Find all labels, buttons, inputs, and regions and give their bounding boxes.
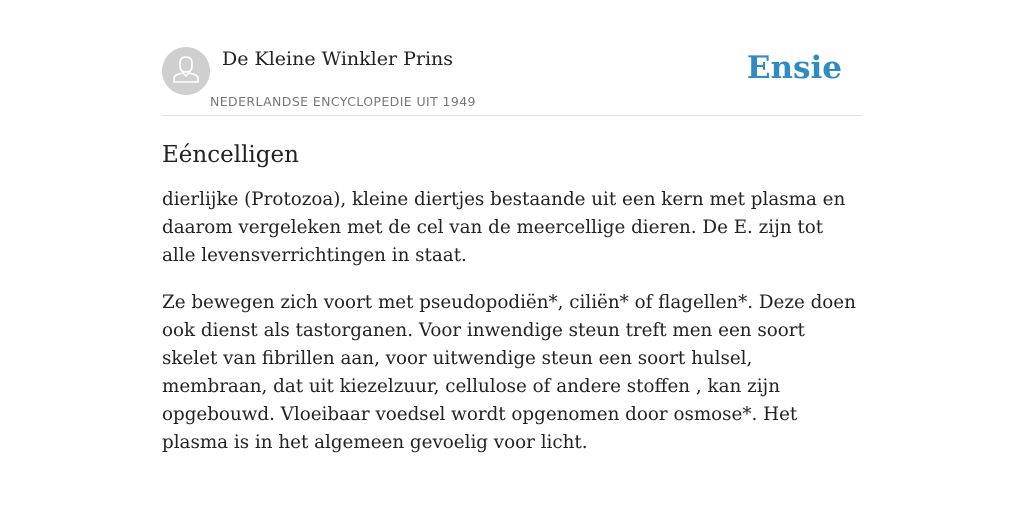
- article-paragraph: Ze bewegen zich voort met pseudopodiën*, ciliën* of flagellen*. Deze doen ook dienst als tastorganen. Voor inwendige steun treft men een soort skelet van fibrillen aan, voor uitwendige steun een soort hulsel, membraan, dat uit kiezelzuur, cellulose of andere stoffen , kan zijn opgebouwd. Vloeibaar voedsel wordt opgenomen door osmose*. Het plasma is in het algemeen gevoelig voor licht.: [162, 292, 856, 453]
- source-subtitle: NEDERLANDSE ENCYCLOPEDIE UIT 1949: [210, 94, 476, 109]
- avatar[interactable]: [162, 47, 210, 95]
- user-icon: [172, 54, 200, 88]
- page: [162, 0, 862, 457]
- entry-header: [162, 47, 862, 116]
- article-paragraph: dierlijke (Protozoa), kleine diertjes bestaande uit een kern met plasma en daarom vergeleken met de cel van de meercellige dieren. De E. zijn tot alle levensverrichtingen in staat.: [162, 189, 846, 266]
- brand-logo[interactable]: Ensie: [746, 50, 842, 86]
- article-title: Eéncelligen: [162, 142, 299, 168]
- source-name[interactable]: De Kleine Winkler Prins: [222, 48, 454, 70]
